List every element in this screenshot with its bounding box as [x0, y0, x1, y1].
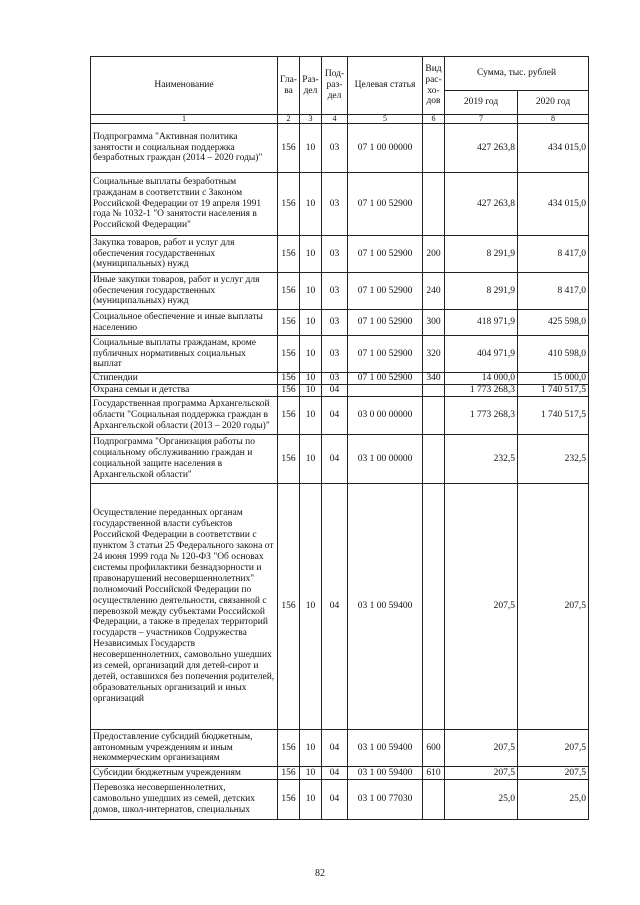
row-subsection: 03 [322, 336, 348, 373]
row-exptype: 320 [423, 336, 445, 373]
header-name: Наименование [91, 57, 278, 115]
row-section: 10 [300, 385, 322, 397]
column-number: 7 [445, 115, 518, 124]
header-sum: Сумма, тыс. рублей [445, 57, 589, 91]
row-chapter: 156 [278, 435, 300, 484]
row-name: Предоставление субсидий бюджетным, автономным учреждениям и иным некоммерческим организациям [91, 730, 278, 767]
row-value-2019: 8 291,9 [445, 236, 518, 273]
row-value-2019: 8 291,9 [445, 273, 518, 310]
row-name: Субсидии бюджетным учреждениям [91, 767, 278, 780]
row-value-2020: 1 740 517,5 [518, 397, 589, 435]
row-value-2020: 232,5 [518, 435, 589, 484]
row-subsection: 04 [322, 730, 348, 767]
row-exptype: 300 [423, 310, 445, 336]
row-chapter: 156 [278, 780, 300, 820]
row-section: 10 [300, 173, 322, 236]
row-exptype: 610 [423, 767, 445, 780]
row-exptype [423, 780, 445, 820]
row-value-2020: 207,5 [518, 730, 589, 767]
row-chapter: 156 [278, 173, 300, 236]
row-subsection: 04 [322, 385, 348, 397]
table-row [91, 236, 589, 273]
row-value-2020: 425 598,0 [518, 310, 589, 336]
row-name: Стипендии [91, 373, 278, 385]
row-exptype [423, 435, 445, 484]
row-target: 03 1 00 59400 [348, 730, 423, 767]
row-value-2020: 25,0 [518, 780, 589, 820]
row-name: Подпрограмма "Организация работы по социальному обслуживанию граждан и социальной защите населения в Архангельской области" [91, 435, 278, 484]
row-value-2020: 434 015,0 [518, 124, 589, 173]
row-value-2019: 25,0 [445, 780, 518, 820]
row-section: 10 [300, 273, 322, 310]
row-value-2020: 8 417,0 [518, 273, 589, 310]
table-row [91, 310, 589, 336]
row-exptype [423, 385, 445, 397]
row-value-2020: 434 015,0 [518, 173, 589, 236]
row-subsection: 04 [322, 397, 348, 435]
row-subsection: 03 [322, 173, 348, 236]
row-name: Социальные выплаты гражданам, кроме публичных нормативных социальных выплат [91, 336, 278, 373]
row-chapter: 156 [278, 124, 300, 173]
budget-table [90, 56, 589, 820]
table-row [91, 373, 589, 385]
row-target: 03 1 00 59400 [348, 767, 423, 780]
row-exptype [423, 124, 445, 173]
row-value-2019: 418 971,9 [445, 310, 518, 336]
column-number: 3 [300, 115, 322, 124]
row-value-2019: 1 773 268,3 [445, 397, 518, 435]
row-chapter: 156 [278, 236, 300, 273]
row-subsection: 04 [322, 484, 348, 730]
table-row [91, 273, 589, 310]
row-name: Подпрограмма "Активная политика занятости и социальная поддержка безработных граждан (2014 – 2020 годы)" [91, 124, 278, 173]
row-subsection: 03 [322, 236, 348, 273]
row-section: 10 [300, 730, 322, 767]
row-value-2019: 207,5 [445, 730, 518, 767]
header-exptype: Вид рас-хо-дов [423, 57, 445, 115]
row-chapter: 156 [278, 336, 300, 373]
row-name: Государственная программа Архангельской области "Социальная поддержка граждан в Архангельской области (2013 – 2020 годы)" [91, 397, 278, 435]
table-row [91, 336, 589, 373]
row-chapter: 156 [278, 310, 300, 336]
column-number: 2 [278, 115, 300, 124]
row-chapter: 156 [278, 273, 300, 310]
row-target: 07 1 00 00000 [348, 124, 423, 173]
row-value-2019: 404 971,9 [445, 336, 518, 373]
page-number: 82 [315, 868, 325, 879]
table-row [91, 767, 589, 780]
table-row [91, 385, 589, 397]
row-section: 10 [300, 484, 322, 730]
row-target: 07 1 00 52900 [348, 310, 423, 336]
row-name: Осуществление переданных органам государственной власти субъектов Российской Федерации в соответствии с пунктом 3 статьи 25 Федерального закона от 24 июня 1999 года № 120-ФЗ "Об основах системы профилактики безнадзорности и правонарушений несовершеннолетних" полномочий Российской Федерации по осуществлению деятельности, связанной с перевозкой между субъектами Российской Федерации, а также в пределах территорий государств – участников Содружества Независимых Государств несовершеннолетних, самовольно ушедших из семей, организаций для детей-сирот и детей, оставшихся без попечения родителей, образовательных организаций и иных организаций [91, 484, 278, 730]
row-subsection: 04 [322, 780, 348, 820]
row-value-2020: 1 740 517,5 [518, 385, 589, 397]
row-section: 10 [300, 780, 322, 820]
row-subsection: 03 [322, 124, 348, 173]
header-target: Целевая статья [348, 57, 423, 115]
column-number-row [91, 115, 589, 124]
row-name: Социальное обеспечение и иные выплаты населению [91, 310, 278, 336]
row-section: 10 [300, 767, 322, 780]
row-target: 07 1 00 52900 [348, 273, 423, 310]
table-row [91, 484, 589, 730]
header-year-2020: 2020 год [518, 91, 589, 115]
row-target: 03 1 00 77030 [348, 780, 423, 820]
row-subsection: 03 [322, 373, 348, 385]
row-name: Перевозка несовершеннолетних, самовольно ушедших из семей, детских домов, школ-интернатов, специальных [91, 780, 278, 820]
row-value-2019: 207,5 [445, 767, 518, 780]
row-value-2020: 207,5 [518, 767, 589, 780]
row-chapter: 156 [278, 373, 300, 385]
row-name: Закупка товаров, работ и услуг для обеспечения государственных (муниципальных) нужд [91, 236, 278, 273]
row-value-2020: 8 417,0 [518, 236, 589, 273]
column-number: 1 [91, 115, 278, 124]
row-chapter: 156 [278, 730, 300, 767]
row-subsection: 03 [322, 310, 348, 336]
table-row [91, 780, 589, 820]
row-target: 07 1 00 52900 [348, 373, 423, 385]
row-target: 07 1 00 52900 [348, 173, 423, 236]
row-section: 10 [300, 336, 322, 373]
column-number: 8 [518, 115, 589, 124]
column-number: 4 [322, 115, 348, 124]
row-exptype [423, 173, 445, 236]
header-section: Раз-дел [300, 57, 322, 115]
row-section: 10 [300, 373, 322, 385]
header-year-2019: 2019 год [445, 91, 518, 115]
header-subsection: Под-раз-дел [322, 57, 348, 115]
row-subsection: 03 [322, 273, 348, 310]
row-value-2020: 410 598,0 [518, 336, 589, 373]
row-value-2019: 427 263,8 [445, 173, 518, 236]
row-target [348, 385, 423, 397]
column-number: 5 [348, 115, 423, 124]
table-row [91, 730, 589, 767]
row-chapter: 156 [278, 767, 300, 780]
row-target: 03 1 00 59400 [348, 484, 423, 730]
row-section: 10 [300, 124, 322, 173]
row-section: 10 [300, 310, 322, 336]
header-row [91, 57, 589, 91]
header-chapter: Гла-ва [278, 57, 300, 115]
row-target: 03 0 00 00000 [348, 397, 423, 435]
table-row [91, 397, 589, 435]
row-subsection: 04 [322, 767, 348, 780]
table-row [91, 435, 589, 484]
row-section: 10 [300, 435, 322, 484]
row-exptype [423, 397, 445, 435]
table-row [91, 124, 589, 173]
row-name: Иные закупки товаров, работ и услуг для обеспечения государственных (муниципальных) нужд [91, 273, 278, 310]
row-value-2020: 207,5 [518, 484, 589, 730]
row-exptype: 240 [423, 273, 445, 310]
row-exptype: 600 [423, 730, 445, 767]
row-value-2019: 232,5 [445, 435, 518, 484]
row-section: 10 [300, 397, 322, 435]
row-exptype [423, 484, 445, 730]
row-value-2020: 15 000,0 [518, 373, 589, 385]
row-subsection: 04 [322, 435, 348, 484]
row-target: 07 1 00 52900 [348, 336, 423, 373]
row-value-2019: 207,5 [445, 484, 518, 730]
row-exptype: 200 [423, 236, 445, 273]
row-name: Охрана семьи и детства [91, 385, 278, 397]
row-target: 07 1 00 52900 [348, 236, 423, 273]
row-target: 03 1 00 00000 [348, 435, 423, 484]
row-name: Социальные выплаты безработным гражданам в соответствии с Законом Российской Федерации от 19 апреля 1991 года № 1032-1 "О занятости населения в Российской Федерации" [91, 173, 278, 236]
row-value-2019: 427 263,8 [445, 124, 518, 173]
row-chapter: 156 [278, 397, 300, 435]
row-chapter: 156 [278, 385, 300, 397]
row-value-2019: 14 000,0 [445, 373, 518, 385]
row-section: 10 [300, 236, 322, 273]
row-chapter: 156 [278, 484, 300, 730]
row-value-2019: 1 773 268,3 [445, 385, 518, 397]
column-number: 6 [423, 115, 445, 124]
row-exptype: 340 [423, 373, 445, 385]
table-row [91, 173, 589, 236]
